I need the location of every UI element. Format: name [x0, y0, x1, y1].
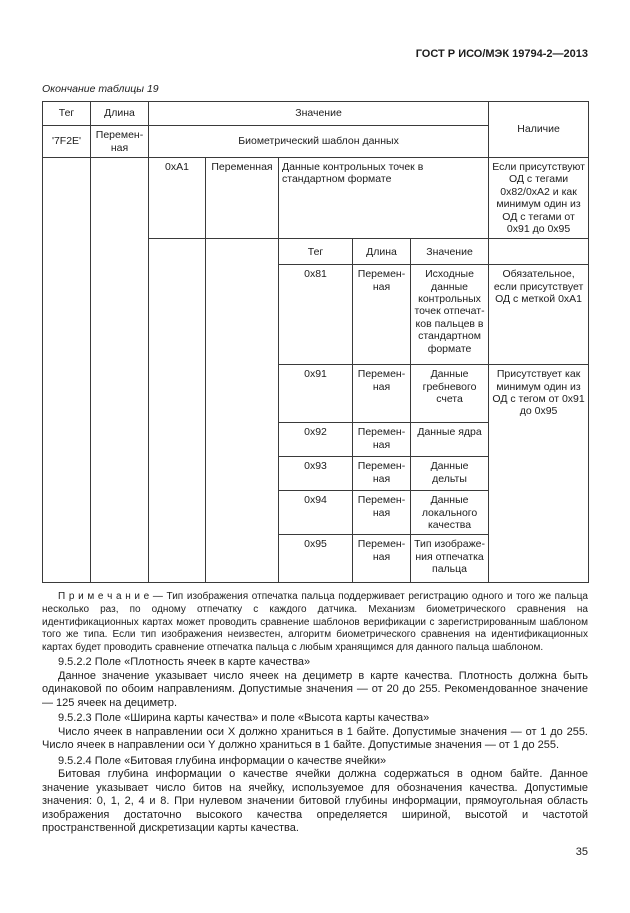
cell-value-0x95: Тип изображе-ния отпечатка пальца	[411, 535, 489, 583]
table-header-row	[43, 102, 589, 126]
table-19	[42, 101, 589, 583]
inner-col-header-length: Длина	[353, 239, 411, 265]
cell-value-0x81: Исходные данные контрольных точек отпечат-ков пальцев в стандартном формате	[411, 265, 489, 365]
section-heading-9524: 9.5.2.4 Поле «Битовая глубина информации о качестве ячейки»	[58, 754, 387, 767]
col-header-presence: Наличие	[489, 102, 589, 158]
cell-tag-7f2e: '7F2E'	[43, 126, 91, 158]
cell-empty-inner-left-1	[149, 239, 206, 583]
col-header-length: Длина	[91, 102, 149, 126]
table-caption: Окончание таблицы 19	[42, 83, 159, 95]
cell-length-0x95: Перемен-ная	[353, 535, 411, 583]
cell-tag-0x93: 0x93	[279, 457, 353, 491]
cell-length-0x94: Перемен-ная	[353, 491, 411, 535]
cell-value-a1: Данные контрольных точек в стандартном формате	[279, 158, 489, 239]
cell-length-a1: Переменная	[206, 158, 279, 239]
section-heading-9522: 9.5.2.2 Поле «Плотность ячеек в карте качества»	[58, 656, 311, 669]
inner-col-header-value: Значение	[411, 239, 489, 265]
cell-tag-0x94: 0x94	[279, 491, 353, 535]
cell-length-0x93: Перемен-ная	[353, 457, 411, 491]
cell-length-0x91: Перемен-ная	[353, 365, 411, 423]
col-header-tag: Тег	[43, 102, 91, 126]
cell-empty-length	[91, 158, 149, 583]
cell-length-7f2e: Перемен-ная	[91, 126, 149, 158]
page-number: 35	[575, 846, 588, 858]
cell-presence-empty	[489, 239, 589, 265]
table-row-a1	[43, 158, 589, 239]
cell-value-0x93: Данные дельты	[411, 457, 489, 491]
cell-empty-tag	[43, 158, 91, 583]
note-paragraph: П р и м е ч а н и е — Тип изображения отпечатка пальца поддерживает регистрацию одного и того же пальца несколько раз, по одному отпечатку с каждого датчика. Механизм биометрического сравнения на идентификационных картах может проводить сравнение шаблонов верификации с зарегистрированным шаблоном того же типа. Если тип изображения неизвестен, алгоритм биометрического сравнения на идентификационных картах будет проводить сравнение отпечатка пальца с любым хранящимся для данного пальца шаблоном.	[42, 591, 588, 653]
section-body-9522: Данное значение указывает число ячеек на дециметр в карте качества. Плотность должна быть одинаковой по обоим направлениям. Допустимые значения — от 20 до 255. Рекомендованное значение — 125 ячеек на дециметр.	[42, 669, 588, 709]
cell-presence-a1: Если присутствуют ОД с тегами 0x82/0xA2 и как минимум один из ОД с тегами от 0x91 до 0x95	[489, 158, 589, 239]
section-heading-9523: 9.5.2.3 Поле «Ширина карты качества» и поле «Высота карты качества»	[58, 712, 430, 725]
cell-presence-0x91: Присутствует как минимум один из ОД с тегом от 0x91 до 0x95	[489, 365, 589, 583]
cell-length-0x92: Перемен-ная	[353, 423, 411, 457]
col-header-value: Значение	[149, 102, 489, 126]
cell-tag-0x91: 0x91	[279, 365, 353, 423]
cell-presence-0x81: Обязательное, если присутствует ОД с меткой 0xA1	[489, 265, 589, 365]
cell-tag-0x81: 0x81	[279, 265, 353, 365]
cell-value-0x94: Данные локального качества	[411, 491, 489, 535]
cell-value-0x91: Данные гребневого счета	[411, 365, 489, 423]
cell-tag-0x92: 0x92	[279, 423, 353, 457]
cell-value-7f2e: Биометрический шаблон данных	[149, 126, 489, 158]
cell-value-0x92: Данные ядра	[411, 423, 489, 457]
section-body-9523: Число ячеек в направлении оси X должно храниться в 1 байте. Допустимые значения — от 1 до 255. Число ячеек в направлении оси Y должно храниться в 1 байте. Допустимые значения — от 1 до 255.	[42, 725, 588, 752]
section-body-9524: Битовая глубина информации о качестве ячейки должна содержаться в одном байте. Данное значение указывает число битов на ячейку, используемое для обозначения качества. Допустимые значения: 0, 1, 2, 4 и 8. При нулевом значении битовой глубины информации, прямоугольная область изображения достаточно высокого качества определяется шириной, высотой и частотой пространственной дискретизации карты качества.	[42, 768, 588, 835]
cell-length-0x81: Перемен-ная	[353, 265, 411, 365]
cell-empty-inner-left-2	[206, 239, 279, 583]
document-header: ГОСТ Р ИСО/МЭК 19794-2—2013	[415, 48, 588, 60]
inner-col-header-tag: Тег	[279, 239, 353, 265]
cell-tag-0x95: 0x95	[279, 535, 353, 583]
cell-tag-a1: 0xA1	[149, 158, 206, 239]
